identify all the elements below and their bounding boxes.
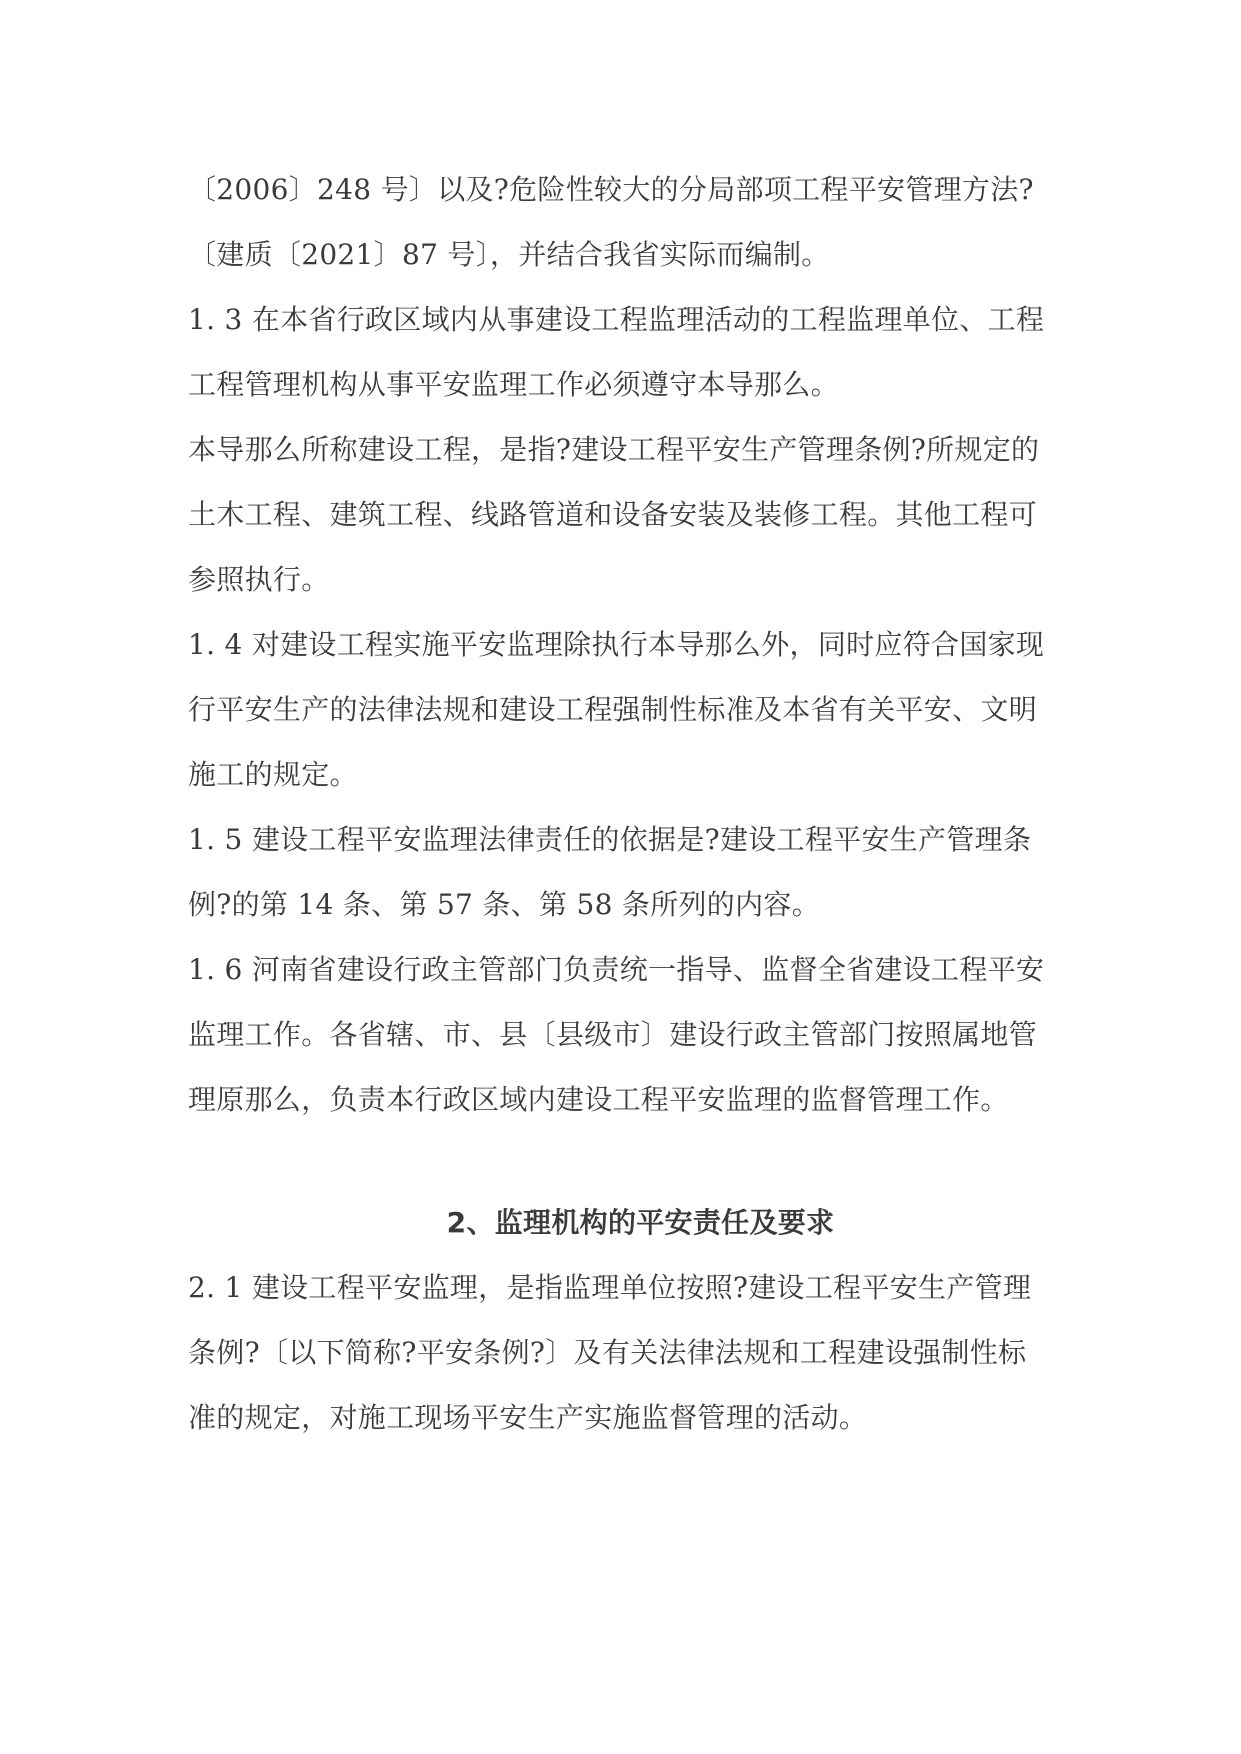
text-line: 条例?〔以下简称?平安条例?〕及有关法律法规和工程建设强制性标 bbox=[188, 1336, 1027, 1369]
document-body bbox=[188, 157, 1053, 1450]
section-heading: 2、监理机构的平安责任及要求 bbox=[446, 1206, 835, 1239]
clause-1-4-line: 1. 4 对建设工程实施平安监理除执行本导那么外，同时应符合国家现 bbox=[188, 628, 1045, 661]
text-line: 本导那么所称建设工程，是指?建设工程平安生产管理条例?所规定的 bbox=[188, 433, 1040, 466]
clause-1-6-line: 1. 6 河南省建设行政主管部门负责统一指导、监督全省建设工程平安 bbox=[188, 953, 1045, 986]
text-line: 准的规定，对施工现场平安生产实施监督管理的活动。 bbox=[188, 1401, 868, 1434]
text-line: 例?的第 14 条、第 57 条、第 58 条所列的内容。 bbox=[188, 888, 821, 921]
section-gap bbox=[188, 1132, 1053, 1190]
text-line: 行平安生产的法律法规和建设工程强制性标准及本省有关平安、文明 bbox=[188, 693, 1038, 726]
text-line: 监理工作。各省辖、市、县〔县级市〕建设行政主管部门按照属地管 bbox=[188, 1018, 1038, 1051]
text-line: 〔2006〕248 号〕以及?危险性较大的分局部项工程平安管理方法? bbox=[188, 173, 1034, 206]
text-line: 参照执行。 bbox=[188, 563, 330, 596]
clause-2-1-line: 2. 1 建设工程平安监理，是指监理单位按照?建设工程平安生产管理 bbox=[188, 1271, 1032, 1304]
text-line: 理原那么，负责本行政区域内建设工程平安监理的监督管理工作。 bbox=[188, 1083, 1009, 1116]
text-line: 〔建质〔2021〕87 号〕，并结合我省实际而编制。 bbox=[188, 238, 830, 271]
text-line: 工程管理机构从事平安监理工作必须遵守本导那么。 bbox=[188, 368, 839, 401]
clause-1-5-line: 1. 5 建设工程平安监理法律责任的依据是?建设工程平安生产管理条 bbox=[188, 823, 1032, 856]
clause-1-3-line: 1. 3 在本省行政区域内从事建设工程监理活动的工程监理单位、工程 bbox=[188, 303, 1045, 336]
text-line: 施工的规定。 bbox=[188, 758, 358, 791]
text-line: 土木工程、建筑工程、线路管道和设备安装及装修工程。其他工程可 bbox=[188, 498, 1038, 531]
